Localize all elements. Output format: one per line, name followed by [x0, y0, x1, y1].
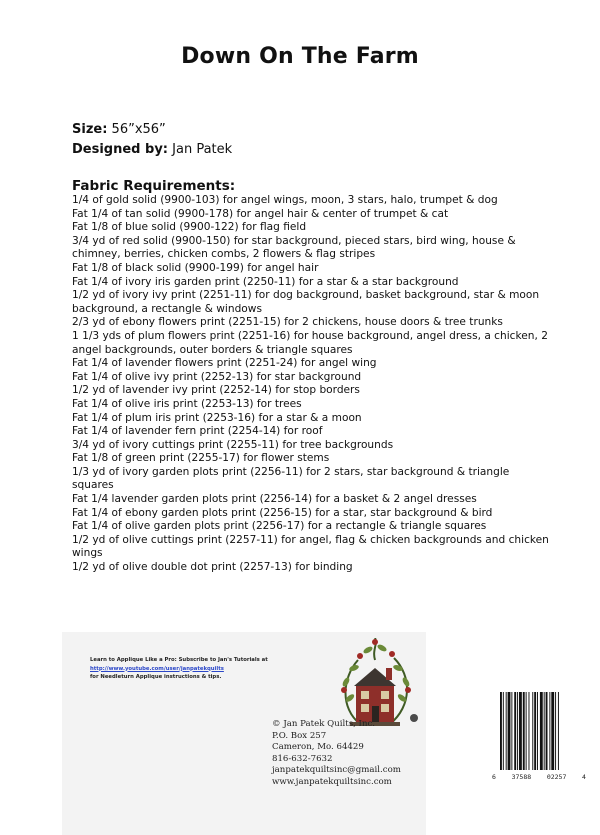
fabric-item: 1/2 yd of ivory ivy print (2251-11) for dog background, basket background, star & moon background, a rectangle & windows [72, 289, 540, 315]
fabric-item: 3/4 yd of red solid (9900-150) for star background, pieced stars, bird wing, house & chimney, berries, chicken combs, 2 flowers & flag stripes [72, 234, 516, 261]
city-line: Cameron, Mo. 64429 [272, 742, 364, 753]
fabric-item: Fat 1/4 of olive ivy print (2252-13) for star background [72, 370, 362, 383]
barcode-bar [508, 692, 511, 770]
size-value: 56”x56” [111, 122, 166, 137]
fabric-requirements-list [72, 194, 552, 575]
fabric-item: 1 1/3 yds of plum flowers print (2251-16) for house background, angel dress, a chicken, 2 angel backgrounds, outer borders & triangle squares [72, 329, 548, 356]
barcode-bar [532, 692, 533, 770]
contact-info [272, 719, 401, 789]
email[interactable]: janpatekquiltsinc@gmail.com [272, 765, 401, 776]
size-label: Size: [72, 122, 108, 137]
barcode-bar [506, 692, 507, 770]
po-box: P.O. Box 257 [272, 730, 327, 741]
barcode-bar [511, 692, 512, 770]
company-name: © Jan Patek Quilts, Inc. [272, 719, 376, 729]
fabric-requirements-heading: Fabric Requirements: [72, 178, 236, 194]
fabric-item: Fat 1/4 of lavender fern print (2254-14) for roof [72, 425, 323, 438]
phone: 816-632-7632 [272, 753, 333, 764]
fabric-item: 1/2 yd of olive double dot print (2257-13) for binding [72, 561, 353, 574]
barcode-digit-group: 4 [582, 773, 586, 781]
tutorial-line: for Needleturn Applique instructions & tips. [90, 674, 222, 681]
barcode-bar [555, 692, 556, 770]
fabric-item: Fat 1/4 of olive iris print (2253-13) for trees [72, 397, 302, 410]
fabric-item: 2/3 yd of ebony flowers print (2251-15) for 2 chickens, house doors & tree trunks [72, 316, 503, 329]
barcode-bar [523, 692, 525, 770]
fabric-item: Fat 1/4 of olive garden plots print (2256-17) for a rectangle & triangle squares [72, 520, 487, 533]
barcode-bar [529, 692, 530, 770]
fabric-item: 3/4 yd of ivory cuttings print (2255-11) for tree backgrounds [72, 438, 394, 451]
barcode-bar [546, 692, 548, 770]
fabric-item: Fat 1/4 of ivory iris garden print (2250-11) for a star & a star background [72, 275, 459, 288]
barcode-bar [526, 692, 527, 770]
size-line [72, 122, 166, 137]
fabric-item: 1/2 yd of olive cuttings print (2257-11) for angel, flag & chicken backgrounds and chicken wings [72, 533, 549, 560]
barcode-number [490, 773, 590, 781]
fabric-item: 1/4 of gold solid (9900-103) for angel wings, moon, 3 stars, halo, trumpet & dog [72, 194, 498, 206]
fabric-item: Fat 1/4 of ebony garden plots print (2256-15) for a star, star background & bird [72, 506, 493, 519]
tutorial-link[interactable]: http://www.youtube.com/user/janpatekquilts [90, 665, 224, 672]
barcode-bar [537, 692, 538, 770]
barcode-bar [534, 692, 536, 770]
barcode-bar [540, 692, 543, 770]
barcode-bar [558, 692, 559, 770]
barcode-bar [551, 692, 554, 770]
fabric-item: Fat 1/4 of tan solid (9900-178) for angel hair & center of trumpet & cat [72, 207, 449, 220]
barcode-digit-group: 37588 [511, 773, 532, 781]
barcode-digit-group: 02257 [546, 773, 567, 781]
fabric-item: Fat 1/8 of black solid (9900-199) for angel hair [72, 261, 319, 274]
footer-panel [62, 632, 426, 835]
page-title: Down On The Farm [181, 44, 419, 69]
barcode-bar [503, 692, 504, 770]
barcode-bar [549, 692, 550, 770]
fabric-item: 1/2 yd of lavender ivy print (2252-14) for stop borders [72, 384, 360, 397]
fabric-item: Fat 1/4 of plum iris print (2253-16) for a star & a moon [72, 411, 362, 424]
fabric-item: Fat 1/4 lavender garden plots print (2256-14) for a basket & 2 angel dresses [72, 493, 477, 506]
house-logo-image [320, 638, 430, 730]
tutorial-line: Learn to Applique Like a Pro: Subscribe to Jan's Tutorials at [90, 657, 268, 663]
fabric-item: Fat 1/8 of green print (2255-17) for flower stems [72, 452, 330, 465]
barcode-bar [500, 692, 502, 770]
fabric-item: Fat 1/8 of blue solid (9900-122) for flag field [72, 221, 307, 234]
website[interactable]: www.janpatekquiltsinc.com [272, 776, 392, 787]
designer-line [72, 142, 232, 157]
barcode-bar [517, 692, 518, 770]
barcode-bars [500, 692, 580, 770]
barcode-bar [519, 692, 522, 770]
fabric-item: 1/3 yd of ivory garden plots print (2256-11) for 2 stars, star background & triangle squares [72, 465, 510, 492]
barcode-bar [514, 692, 516, 770]
designer-label: Designed by: [72, 142, 168, 157]
designer-value: Jan Patek [172, 142, 233, 157]
barcode-bar [544, 692, 545, 770]
barcode-digit-group: 6 [492, 773, 496, 781]
tutorial-note [90, 656, 330, 682]
fabric-item: Fat 1/4 of lavender flowers print (2251-24) for angel wing [72, 357, 377, 370]
barcode [490, 690, 590, 790]
